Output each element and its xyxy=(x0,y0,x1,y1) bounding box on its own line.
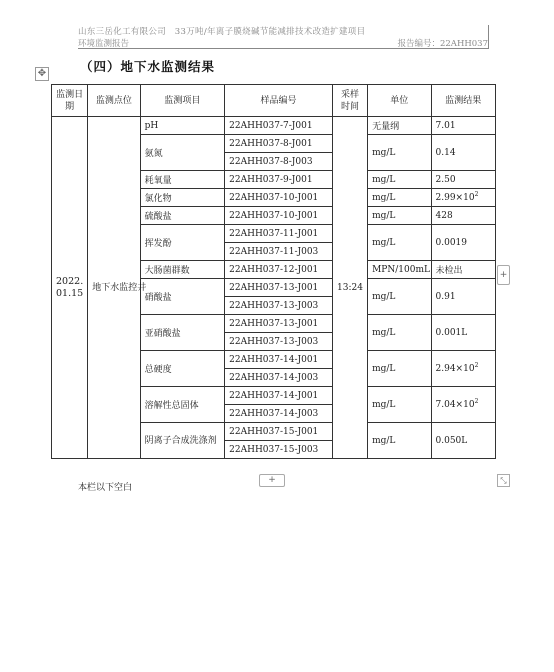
cell-sample: 22AHH037-10-J001 xyxy=(225,207,333,225)
section-title: （四）地下水监测结果 xyxy=(80,59,216,74)
table-header-row xyxy=(52,85,496,117)
cell-item: 硝酸盐 xyxy=(140,279,225,315)
cell-item: 耗氧量 xyxy=(140,171,225,189)
cell-item: 总硬度 xyxy=(140,351,225,387)
result-exponent: 2 xyxy=(474,190,479,198)
header-result: 监测结果 xyxy=(431,85,495,117)
cell-sample: 22AHH037-11-J003 xyxy=(225,243,333,261)
cell-item: 亚硝酸盐 xyxy=(140,315,225,351)
result-base: 2.94×10 xyxy=(435,363,475,374)
groundwater-results-table xyxy=(51,84,496,459)
cell-result: 2.50 xyxy=(431,171,495,189)
result-base: 7.04×10 xyxy=(435,399,475,410)
cell-result: 0.001L xyxy=(431,315,495,351)
cell-sample: 22AHH037-15-J001 xyxy=(225,423,333,441)
cell-item: 溶解性总固体 xyxy=(140,387,225,423)
cell-sample: 22AHH037-11-J001 xyxy=(225,225,333,243)
header-item: 监测项目 xyxy=(140,85,225,117)
cell-unit: mg/L xyxy=(368,351,431,387)
add-column-plus-icon[interactable]: + xyxy=(497,265,510,285)
cell-unit: mg/L xyxy=(368,207,431,225)
cell-sample: 22AHH037-8-J001 xyxy=(225,135,333,153)
header-date: 监测日期 xyxy=(52,85,88,117)
header-point: 监测点位 xyxy=(88,85,140,117)
header-company-project: 山东三岳化工有限公司 33万吨/年离子膜烧碱节能减排技术改造扩建项目 xyxy=(78,27,366,37)
cell-sample: 22AHH037-10-J001 xyxy=(225,189,333,207)
cell-item: 硫酸盐 xyxy=(140,207,225,225)
header-corner-mark xyxy=(488,25,489,49)
cell-result: 0.14 xyxy=(431,135,495,171)
header-report-number: 报告编号：22AHH037 xyxy=(397,39,488,49)
result-exponent: 2 xyxy=(474,397,479,405)
table-row xyxy=(52,117,496,135)
cell-result: 0.91 xyxy=(431,279,495,315)
cell-sample: 22AHH037-13-J003 xyxy=(225,297,333,315)
cell-item: 氨氮 xyxy=(140,135,225,171)
cell-sample: 22AHH037-14-J001 xyxy=(225,387,333,405)
cell-sample: 22AHH037-9-J001 xyxy=(225,171,333,189)
table-resize-icon[interactable]: ⤡ xyxy=(497,474,510,487)
cell-result: 7.01 xyxy=(431,117,495,135)
cell-sample: 22AHH037-13-J001 xyxy=(225,279,333,297)
cell-result: 未检出 xyxy=(431,261,495,279)
cell-result: 0.0019 xyxy=(431,225,495,261)
blank-below-note: 本栏以下空白 xyxy=(78,483,133,493)
cell-sample: 22AHH037-14-J003 xyxy=(225,369,333,387)
cell-sample: 22AHH037-14-J001 xyxy=(225,351,333,369)
cell-unit: mg/L xyxy=(368,315,431,351)
table-move-handle-icon[interactable]: ✥ xyxy=(35,67,49,81)
cell-sample: 22AHH037-7-J001 xyxy=(225,117,333,135)
cell-unit: mg/L xyxy=(368,171,431,189)
cell-item: pH xyxy=(140,117,225,135)
cell-unit: mg/L xyxy=(368,225,431,261)
cell-item: 挥发酚 xyxy=(140,225,225,261)
cell-result: 428 xyxy=(431,207,495,225)
cell-unit: mg/L xyxy=(368,387,431,423)
cell-time: 13:24 xyxy=(332,117,367,459)
cell-sample: 22AHH037-13-J001 xyxy=(225,315,333,333)
cell-sample: 22AHH037-12-J001 xyxy=(225,261,333,279)
cell-result xyxy=(431,351,495,387)
cell-sample: 22AHH037-15-J003 xyxy=(225,441,333,459)
header-time: 采样时间 xyxy=(332,85,367,117)
add-row-plus-icon[interactable]: + xyxy=(259,474,285,487)
cell-item: 氯化物 xyxy=(140,189,225,207)
header-report-name: 环境监测报告 xyxy=(78,39,130,49)
cell-item: 阴离子合成洗涤剂 xyxy=(140,423,225,459)
cell-result xyxy=(431,387,495,423)
cell-unit: 无量纲 xyxy=(368,117,431,135)
cell-sample: 22AHH037-13-J003 xyxy=(225,333,333,351)
result-exponent: 2 xyxy=(474,361,479,369)
cell-date: 2022.01.15 xyxy=(52,117,88,459)
cell-unit: mg/L xyxy=(368,279,431,315)
header-unit: 单位 xyxy=(368,85,431,117)
cell-unit: MPN/100mL xyxy=(368,261,431,279)
cell-unit: mg/L xyxy=(368,423,431,459)
header-rule xyxy=(78,48,488,49)
cell-unit: mg/L xyxy=(368,189,431,207)
cell-result xyxy=(431,189,495,207)
result-base: 2.99×10 xyxy=(435,192,475,203)
cell-sample: 22AHH037-14-J003 xyxy=(225,405,333,423)
cell-item: 大肠菌群数 xyxy=(140,261,225,279)
cell-result: 0.050L xyxy=(431,423,495,459)
cell-unit: mg/L xyxy=(368,135,431,171)
cell-sample: 22AHH037-8-J003 xyxy=(225,153,333,171)
cell-point: 地下水监控井 xyxy=(88,117,140,459)
header-sample-no: 样品编号 xyxy=(225,85,333,117)
